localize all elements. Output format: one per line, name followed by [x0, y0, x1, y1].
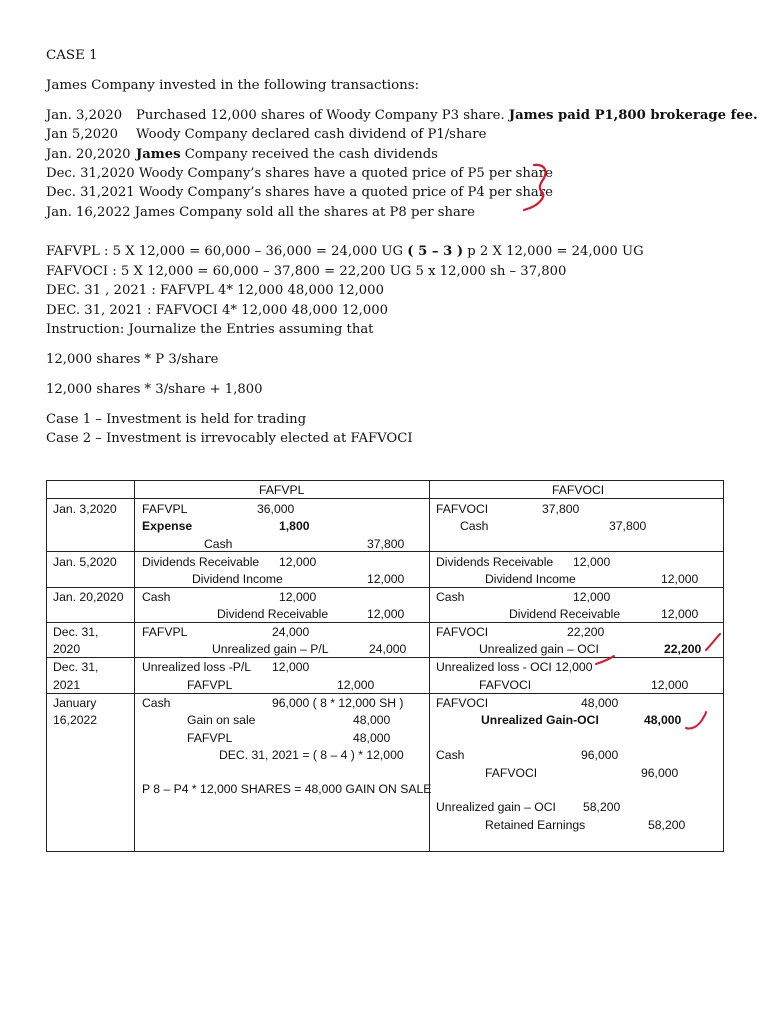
entry-account: Gain on sale — [187, 713, 256, 727]
red-bracket-annotation — [520, 160, 560, 220]
transaction-text — [136, 108, 758, 123]
table-divider — [47, 587, 723, 588]
entry-account: FAFVOCI — [436, 696, 489, 710]
row-date: Dec. 31, — [53, 625, 99, 639]
transaction-line: Dec. 31,2021 Woody Company’s shares have a quoted price of P4 per share — [46, 185, 553, 200]
entry-note: DEC. 31, 2021 = ( 8 – 4 ) * 12,000 — [219, 748, 404, 762]
journal-table — [46, 480, 724, 852]
entry-amount: 12,000 — [367, 572, 405, 586]
case-description: James Company invested in the following transactions: — [46, 78, 420, 93]
entry-account: Cash — [142, 696, 171, 710]
entry-account: Unrealized gain – OCI — [479, 642, 599, 656]
calc-line: 12,000 shares * P 3/share — [46, 352, 219, 367]
entry-account: FAFVOCI — [485, 766, 538, 780]
entry-amount: 1,800 — [279, 519, 310, 533]
entry-account: FAFVPL — [187, 678, 233, 692]
entry-amount: 48,000 — [353, 713, 391, 727]
entry-amount: 37,800 — [367, 537, 405, 551]
entry-amount: 22,200 — [664, 642, 702, 656]
table-divider — [134, 481, 135, 851]
entry-account: Cash — [460, 519, 489, 533]
entry-amount: 12,000 — [279, 555, 317, 569]
entry-account: Dividends Receivable — [436, 555, 554, 569]
entry-amount: 12,000 — [367, 607, 405, 621]
row-date: Jan. 5,2020 — [53, 555, 117, 569]
entry-amount: 36,000 — [257, 502, 295, 516]
entry-amount: 48,000 — [581, 696, 619, 710]
transaction-line: Dec. 31,2020 Woody Company’s shares have a quoted price of P5 per share — [46, 166, 553, 181]
entry-amount: 12,000 — [272, 660, 310, 674]
entry-note: P 8 – P4 * 12,000 SHARES = 48,000 GAIN ON SALE — [142, 782, 432, 796]
case-one: Case 1 – Investment is held for trading — [46, 412, 307, 427]
entry-account: Unrealized loss - OCI 12,000 — [436, 660, 593, 674]
entry-account: Unrealized gain – OCI — [436, 800, 556, 814]
transaction-line: Jan. 16,2022 James Company sold all the shares at P8 per share — [46, 205, 475, 220]
entry-account: Dividend Receivable — [217, 607, 329, 621]
table-divider — [47, 693, 723, 694]
entry-amount: 12,000 — [651, 678, 689, 692]
instruction: Instruction: Journalize the Entries assuming that — [46, 322, 374, 337]
entry-amount: 37,800 — [609, 519, 647, 533]
entry-amount: 24,000 — [272, 625, 310, 639]
entry-account: Unrealized Gain-OCI — [481, 713, 599, 727]
entry-account: Cash — [204, 537, 233, 551]
transaction-text-plain: Purchased 12,000 shares of Woody Company P3 share. — [136, 108, 505, 123]
entry-amount: 12,000 — [337, 678, 375, 692]
entry-account: FAFVPL — [142, 625, 188, 639]
entry-account: Unrealized loss -P/L — [142, 660, 252, 674]
entry-account: FAFVPL — [142, 502, 188, 516]
entry-amount: 58,200 — [583, 800, 621, 814]
entry-amount: 22,200 — [567, 625, 605, 639]
entry-amount: 58,200 — [648, 818, 686, 832]
entry-amount: 96,000 ( 8 * 12,000 SH ) — [272, 696, 404, 710]
table-divider — [47, 622, 723, 623]
entry-account: Dividends Receivable — [142, 555, 260, 569]
transaction-date: Jan 5,2020 — [46, 127, 118, 142]
row-date: Dec. 31, — [53, 660, 99, 674]
entry-account: Expense — [142, 519, 193, 533]
entry-amount: 96,000 — [641, 766, 679, 780]
table-divider — [47, 551, 723, 552]
entry-amount: 24,000 — [369, 642, 407, 656]
entry-account: Retained Earnings — [485, 818, 586, 832]
entry-amount: 12,000 — [573, 590, 611, 604]
entry-amount: 12,000 — [573, 555, 611, 569]
entry-account: FAFVOCI — [479, 678, 532, 692]
calc-line: 12,000 shares * 3/share + 1,800 — [46, 382, 263, 397]
entry-account: FAFVOCI — [436, 502, 489, 516]
row-date: Jan. 3,2020 — [53, 502, 117, 516]
row-date: Jan. 20,2020 — [53, 590, 124, 604]
row-date: 16,2022 — [53, 713, 98, 727]
entry-account: FAFVOCI — [436, 625, 489, 639]
entry-amount: 48,000 — [353, 731, 391, 745]
red-check-mark — [592, 652, 622, 672]
transaction-text-plain: Company received the cash dividends — [184, 147, 438, 162]
row-date: 2021 — [53, 678, 81, 692]
entry-amount: 96,000 — [581, 748, 619, 762]
transaction-text-bold: James paid P1,800 brokerage fee. — [508, 108, 758, 123]
entry-account: FAFVPL — [187, 731, 233, 745]
entry-amount: 12,000 — [661, 607, 699, 621]
red-check-mark — [682, 706, 712, 736]
transaction-date: Jan. 20,2020 — [46, 147, 131, 162]
note-fafvpl-bold: ( 5 – 3 ) — [407, 244, 464, 259]
entry-account: Dividend Income — [485, 572, 576, 586]
note-fafvpl-part: p 2 X 12,000 = 24,000 UG — [467, 244, 644, 259]
entry-account: Dividend Income — [192, 572, 283, 586]
note-dec-2021-fafvoci: DEC. 31, 2021 : FAFVOCI 4* 12,000 48,000 12,000 — [46, 303, 389, 318]
note-fafvpl-calc — [46, 244, 644, 259]
case-title: CASE 1 — [46, 48, 98, 63]
header-fafvoci: FAFVOCI — [552, 483, 605, 497]
entry-account: Cash — [436, 590, 465, 604]
row-date: 2020 — [53, 642, 81, 656]
header-fafvpl: FAFVPL — [259, 483, 305, 497]
entry-amount: 37,800 — [542, 502, 580, 516]
entry-account: Cash — [436, 748, 465, 762]
note-dec-2021-fafvpl: DEC. 31 , 2021 : FAFVPL 4* 12,000 48,000 12,000 — [46, 283, 384, 298]
note-fafvoci-calc: FAFVOCI : 5 X 12,000 = 60,000 – 37,800 = 22,200 UG 5 x 12,000 sh – 37,800 — [46, 264, 567, 279]
entry-account: Unrealized gain – P/L — [212, 642, 329, 656]
entry-account: Cash — [142, 590, 171, 604]
transaction-text — [136, 147, 438, 162]
note-fafvpl-part: FAFVPL : 5 X 12,000 = 60,000 – 36,000 = 24,000 UG — [46, 244, 404, 259]
transaction-text-bold: James — [136, 147, 181, 162]
table-divider — [47, 498, 723, 499]
entry-account: Dividend Receivable — [509, 607, 621, 621]
case-two: Case 2 – Investment is irrevocably elected at FAFVOCI — [46, 431, 413, 446]
red-check-mark — [700, 628, 730, 658]
entry-amount: 12,000 — [279, 590, 317, 604]
transaction-date: Jan. 3,2020 — [46, 108, 123, 123]
entry-amount: 48,000 — [644, 713, 682, 727]
transaction-text: Woody Company declared cash dividend of P1/share — [136, 127, 487, 142]
row-date: January — [53, 696, 97, 710]
entry-amount: 12,000 — [661, 572, 699, 586]
